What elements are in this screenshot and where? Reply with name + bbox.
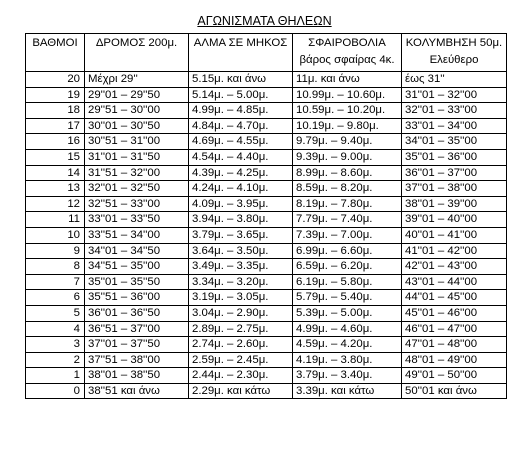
table-row <box>26 227 507 243</box>
swimming-50m-cell: 35''01 – 36''00 <box>402 149 507 165</box>
run-200m-cell: 35''01 – 35''50 <box>85 274 189 290</box>
shot-put-cell: 6.59μ. – 6.20μ. <box>293 259 402 275</box>
run-200m-cell: 33''01 – 33''50 <box>85 212 189 228</box>
shot-put-cell: 3.79μ. – 3.40μ. <box>293 368 402 384</box>
run-200m-cell: 36''01 – 36''50 <box>85 305 189 321</box>
run-200m-cell: 31''01 – 31''50 <box>85 149 189 165</box>
long-jump-cell: 4.24μ. – 4.10μ. <box>189 181 293 197</box>
table-row <box>26 321 507 337</box>
table-row <box>26 165 507 181</box>
header-run-200m: ΔΡΟΜΟΣ 200μ. <box>85 34 189 72</box>
run-200m-cell: 38''01 – 38''50 <box>85 368 189 384</box>
shot-put-cell: 4.19μ. – 3.80μ. <box>293 352 402 368</box>
swimming-50m-cell: 50''01 και άνω <box>402 383 507 399</box>
points-cell: 11 <box>26 212 85 228</box>
shot-put-cell: 8.99μ. – 8.60μ. <box>293 165 402 181</box>
table-row <box>26 352 507 368</box>
shot-put-cell: 8.19μ. – 7.80μ. <box>293 196 402 212</box>
swimming-50m-cell: 47''01 – 48''00 <box>402 337 507 353</box>
swimming-50m-cell: 32''01 – 33''00 <box>402 103 507 119</box>
long-jump-cell: 4.69μ. – 4.55μ. <box>189 134 293 150</box>
swimming-50m-cell: 39''01 – 40''00 <box>402 212 507 228</box>
long-jump-cell: 2.44μ. – 2.30μ. <box>189 368 293 384</box>
points-cell: 3 <box>26 337 85 353</box>
long-jump-cell: 3.49μ. – 3.35μ. <box>189 259 293 275</box>
points-cell: 18 <box>26 103 85 119</box>
points-cell: 19 <box>26 87 85 103</box>
run-200m-cell: 29''51 – 30''00 <box>85 103 189 119</box>
table-row <box>26 383 507 399</box>
table-row <box>26 134 507 150</box>
shot-put-cell: 3.39μ. και κάτω <box>293 383 402 399</box>
long-jump-cell: 5.14μ. – 5.00μ. <box>189 87 293 103</box>
long-jump-cell: 4.54μ. – 4.40μ. <box>189 149 293 165</box>
points-cell: 12 <box>26 196 85 212</box>
swimming-50m-cell: 33''01 – 34''00 <box>402 118 507 134</box>
swimming-50m-cell: 42''01 – 43''00 <box>402 259 507 275</box>
table-row <box>26 87 507 103</box>
points-cell: 5 <box>26 305 85 321</box>
table-row <box>26 103 507 119</box>
points-cell: 20 <box>26 72 85 88</box>
points-cell: 13 <box>26 181 85 197</box>
table-row <box>26 243 507 259</box>
run-200m-cell: 38''51 και άνω <box>85 383 189 399</box>
table-title-text: ΑΓΩΝΙΣΜΑΤΑ ΘΗΛΕΩΝ <box>197 14 332 28</box>
long-jump-cell: 3.04μ. – 2.90μ. <box>189 305 293 321</box>
points-cell: 14 <box>26 165 85 181</box>
swimming-50m-cell: 46''01 – 47''00 <box>402 321 507 337</box>
shot-put-cell: 10.19μ. – 9.80μ. <box>293 118 402 134</box>
points-cell: 6 <box>26 290 85 306</box>
swimming-50m-cell: 41''01 – 42''00 <box>402 243 507 259</box>
table-row <box>26 274 507 290</box>
run-200m-cell: 30''01 – 30''50 <box>85 118 189 134</box>
points-cell: 2 <box>26 352 85 368</box>
swimming-50m-cell: 37''01 – 38''00 <box>402 181 507 197</box>
shot-put-cell: 9.39μ. – 9.00μ. <box>293 149 402 165</box>
table-row <box>26 72 507 88</box>
run-200m-cell: 32''51 – 33''00 <box>85 196 189 212</box>
swimming-50m-cell: 36''01 – 37''00 <box>402 165 507 181</box>
swimming-50m-cell: 48''01 – 49''00 <box>402 352 507 368</box>
header-points: ΒΑΘΜΟΙ <box>26 34 85 72</box>
long-jump-cell: 4.99μ. – 4.85μ. <box>189 103 293 119</box>
points-cell: 1 <box>26 368 85 384</box>
run-200m-cell: Μέχρι 29'' <box>85 72 189 88</box>
swimming-50m-cell: 43''01 – 44''00 <box>402 274 507 290</box>
table-row <box>26 337 507 353</box>
long-jump-cell: 2.29μ. και κάτω <box>189 383 293 399</box>
shot-put-cell: 10.99μ. – 10.60μ. <box>293 87 402 103</box>
table-row <box>26 259 507 275</box>
header-swimming-50m: ΚΟΛΥΜΒΗΣΗ 50μ. Ελεύθερο <box>402 34 507 72</box>
shot-put-cell: 7.39μ. – 7.00μ. <box>293 227 402 243</box>
shot-put-cell: 4.99μ. – 4.60μ. <box>293 321 402 337</box>
shot-put-cell: 8.59μ. – 8.20μ. <box>293 181 402 197</box>
long-jump-cell: 4.84μ. – 4.70μ. <box>189 118 293 134</box>
shot-put-cell: 6.19μ. – 5.80μ. <box>293 274 402 290</box>
scoring-table <box>25 33 507 399</box>
run-200m-cell: 34''01 – 34''50 <box>85 243 189 259</box>
run-200m-cell: 31''51 – 32''00 <box>85 165 189 181</box>
points-cell: 10 <box>26 227 85 243</box>
points-cell: 16 <box>26 134 85 150</box>
table-row <box>26 368 507 384</box>
points-cell: 7 <box>26 274 85 290</box>
table-row <box>26 305 507 321</box>
run-200m-cell: 37''01 – 37''50 <box>85 337 189 353</box>
shot-put-cell: 4.59μ. – 4.20μ. <box>293 337 402 353</box>
table-row <box>26 212 507 228</box>
run-200m-cell: 35''51 – 36''00 <box>85 290 189 306</box>
header-row <box>26 34 507 72</box>
long-jump-cell: 4.39μ. – 4.25μ. <box>189 165 293 181</box>
shot-put-cell: 10.59μ. – 10.20μ. <box>293 103 402 119</box>
swimming-50m-cell: 44''01 – 45''00 <box>402 290 507 306</box>
table-row <box>26 196 507 212</box>
run-200m-cell: 37''51 – 38''00 <box>85 352 189 368</box>
swimming-50m-cell: 31''01 – 32''00 <box>402 87 507 103</box>
swimming-50m-cell: 49''01 – 50''00 <box>402 368 507 384</box>
shot-put-cell: 7.79μ. – 7.40μ. <box>293 212 402 228</box>
long-jump-cell: 2.59μ. – 2.45μ. <box>189 352 293 368</box>
run-200m-cell: 29''01 – 29''50 <box>85 87 189 103</box>
run-200m-cell: 34''51 – 35''00 <box>85 259 189 275</box>
swimming-50m-cell: έως 31'' <box>402 72 507 88</box>
long-jump-cell: 2.89μ. – 2.75μ. <box>189 321 293 337</box>
header-long-jump: ΑΛΜΑ ΣΕ ΜΗΚΟΣ <box>189 34 293 72</box>
run-200m-cell: 32''01 – 32''50 <box>85 181 189 197</box>
swimming-50m-cell: 34''01 – 35''00 <box>402 134 507 150</box>
long-jump-cell: 3.94μ. – 3.80μ. <box>189 212 293 228</box>
points-cell: 17 <box>26 118 85 134</box>
long-jump-cell: 2.74μ. – 2.60μ. <box>189 337 293 353</box>
points-cell: 0 <box>26 383 85 399</box>
points-cell: 8 <box>26 259 85 275</box>
header-shot-put: ΣΦΑΙΡΟΒΟΛΙΑ βάρος σφαίρας 4κ. <box>293 34 402 72</box>
table-row <box>26 290 507 306</box>
run-200m-cell: 33''51 – 34''00 <box>85 227 189 243</box>
run-200m-cell: 36''51 – 37''00 <box>85 321 189 337</box>
table-row <box>26 181 507 197</box>
table-row <box>26 149 507 165</box>
table-title <box>0 14 529 28</box>
long-jump-cell: 4.09μ. – 3.95μ. <box>189 196 293 212</box>
long-jump-cell: 5.15μ. και άνω <box>189 72 293 88</box>
swimming-50m-cell: 45''01 – 46''00 <box>402 305 507 321</box>
long-jump-cell: 3.64μ. – 3.50μ. <box>189 243 293 259</box>
shot-put-cell: 11μ. και άνω <box>293 72 402 88</box>
long-jump-cell: 3.34μ. – 3.20μ. <box>189 274 293 290</box>
points-cell: 15 <box>26 149 85 165</box>
points-cell: 9 <box>26 243 85 259</box>
points-cell: 4 <box>26 321 85 337</box>
long-jump-cell: 3.19μ. – 3.05μ. <box>189 290 293 306</box>
long-jump-cell: 3.79μ. – 3.65μ. <box>189 227 293 243</box>
run-200m-cell: 30''51 – 31''00 <box>85 134 189 150</box>
swimming-50m-cell: 40''01 – 41''00 <box>402 227 507 243</box>
shot-put-cell: 9.79μ. – 9.40μ. <box>293 134 402 150</box>
table-body <box>26 72 507 399</box>
shot-put-cell: 6.99μ. – 6.60μ. <box>293 243 402 259</box>
shot-put-cell: 5.79μ. – 5.40μ. <box>293 290 402 306</box>
table-row <box>26 118 507 134</box>
swimming-50m-cell: 38''01 – 39''00 <box>402 196 507 212</box>
shot-put-cell: 5.39μ. – 5.00μ. <box>293 305 402 321</box>
